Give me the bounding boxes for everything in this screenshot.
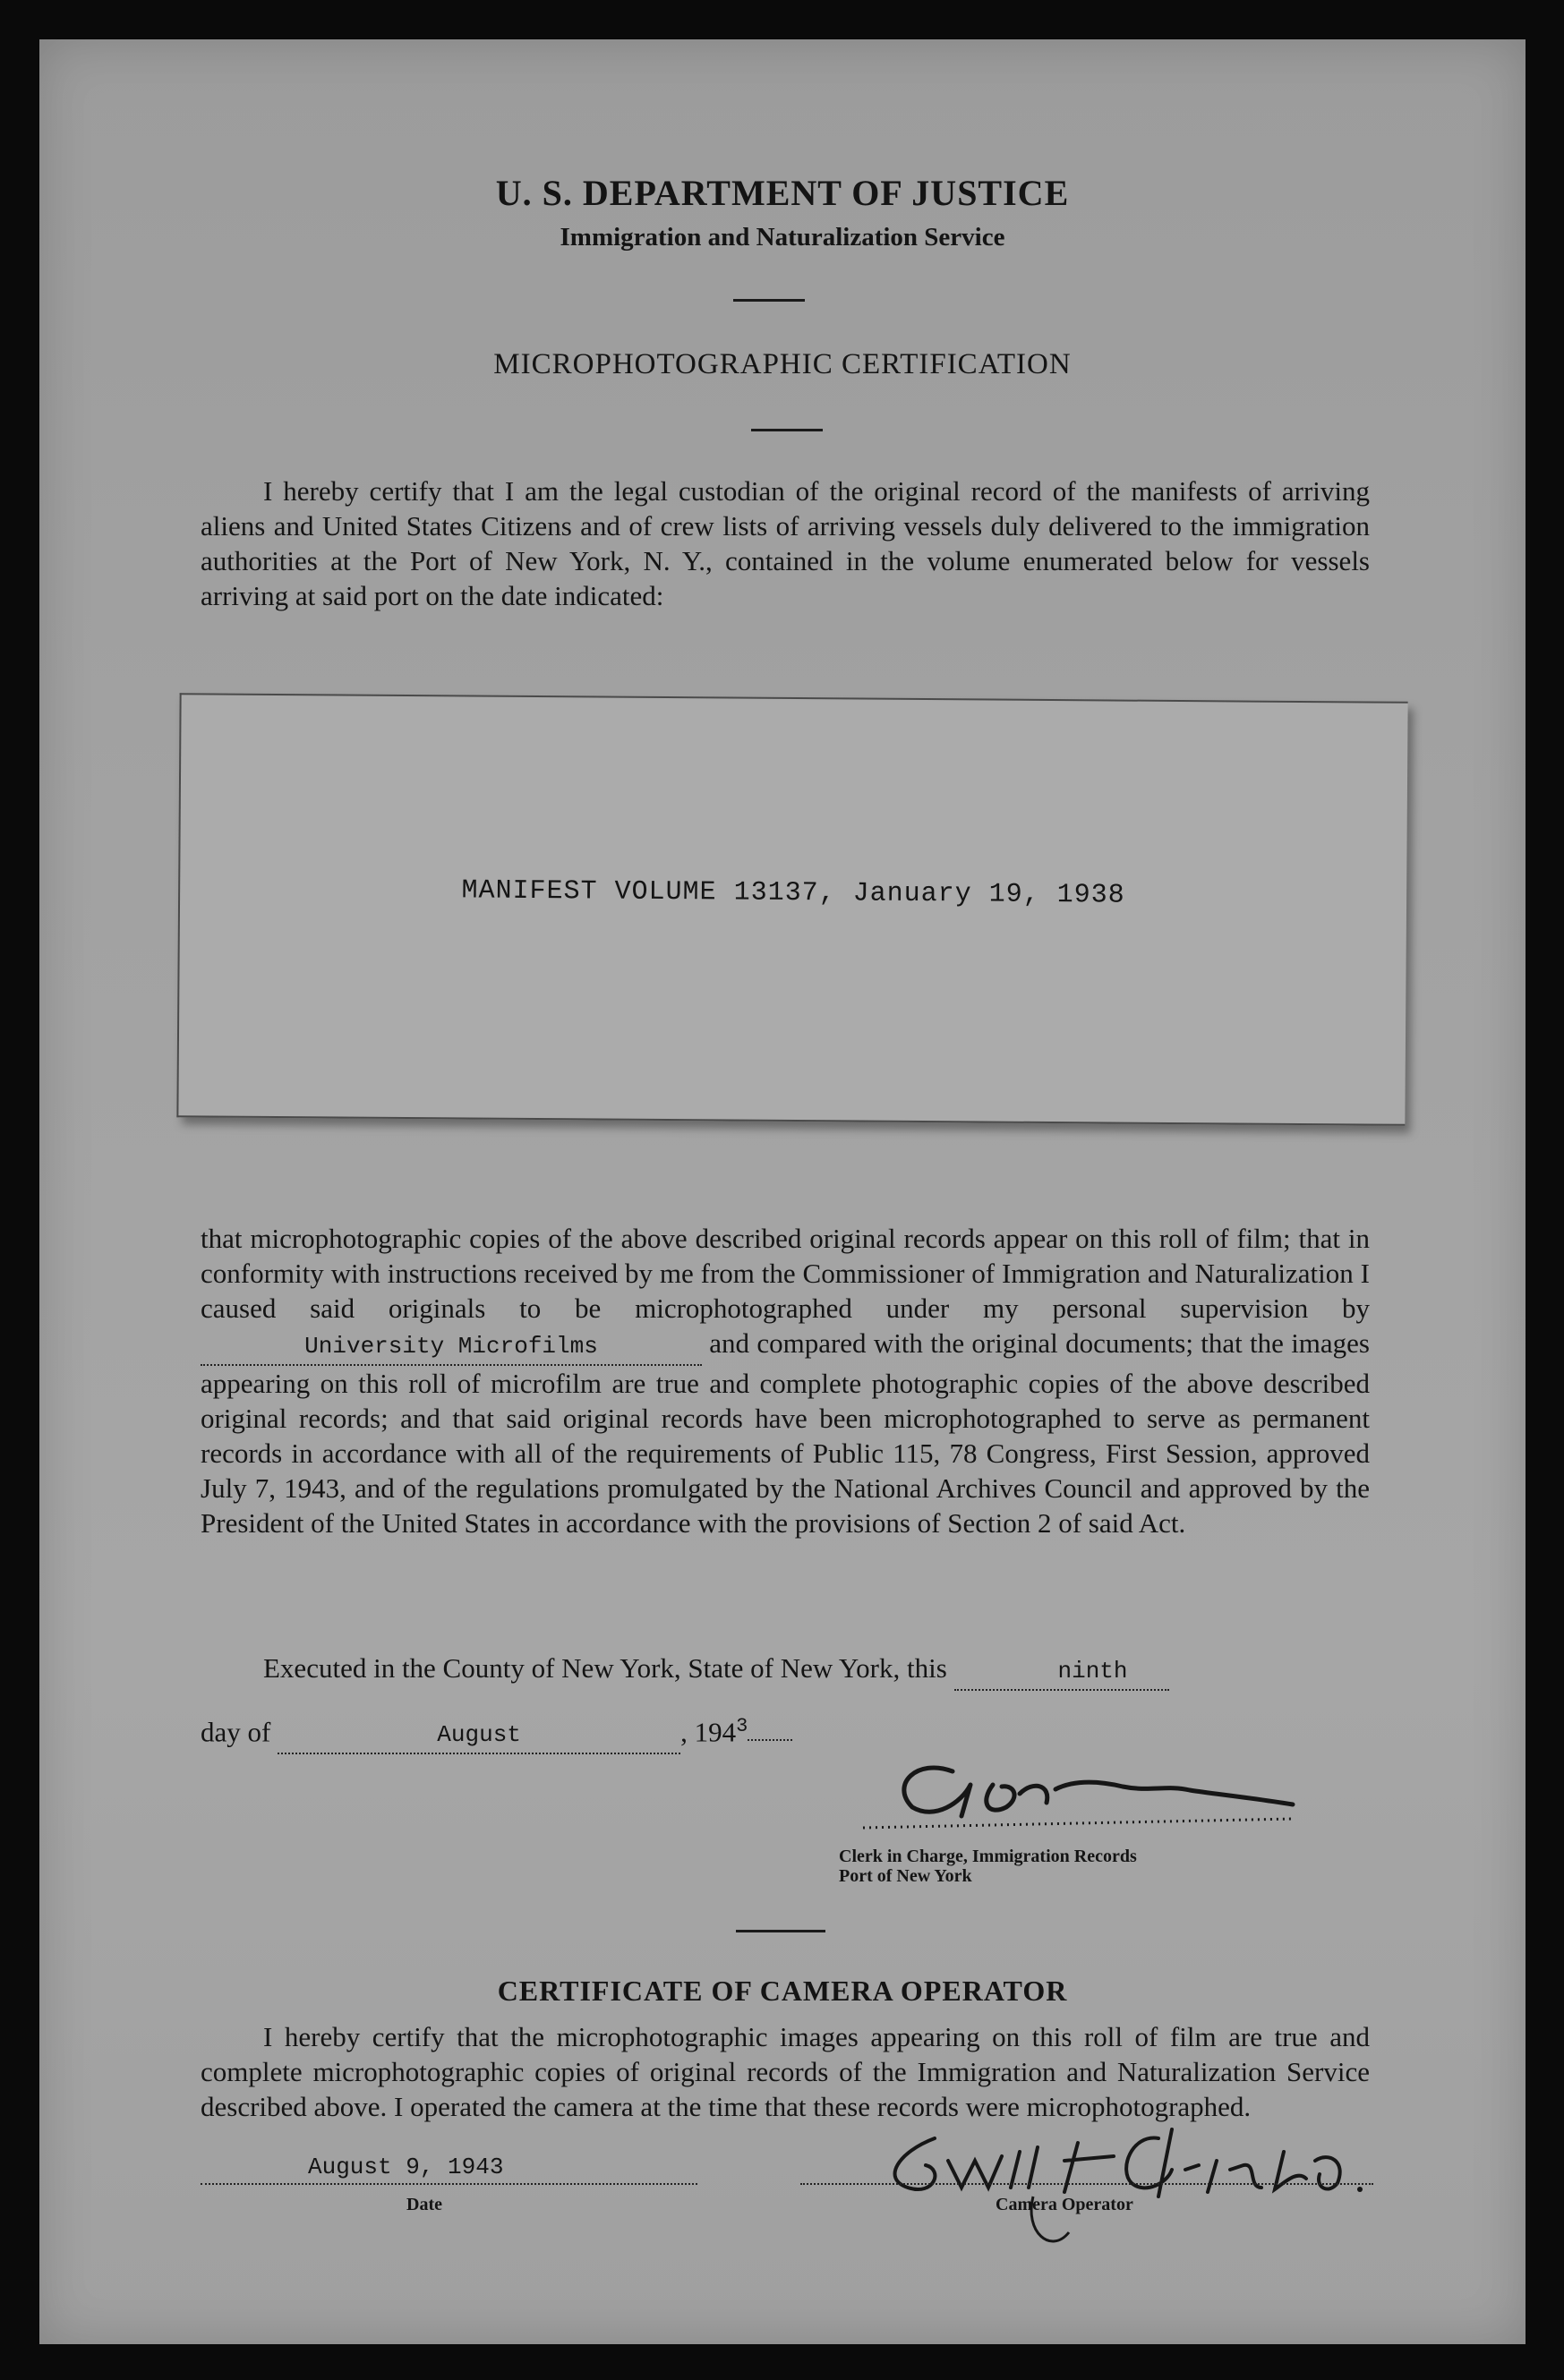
day-of-label: day of [201,1716,271,1748]
body-text [201,1221,1370,1540]
year-suffix: 3 [736,1715,748,1737]
service-subheading: Immigration and Naturalization Service [560,223,1005,252]
clerk-title-line2: Port of New York [839,1866,972,1886]
volume-label-card [176,693,1407,1126]
divider [733,299,805,302]
date-dotted-line [201,2183,697,2185]
divider [751,429,823,431]
execution-prefix: Executed in the County of New York, State of New York, this [263,1652,947,1684]
body-text-part2: and compared with the original documents; that the images appearing on this roll of microfilm are true and complete photographic copies of the above described original records; and that said original records have been microphotographed to serve as permanent records in accordance with all of the requirements of Public 115, 78 Congress, First Session, approved July 7, 1943, and of the regulations promulgated by the National Archives Council and approved by the President of the United States in accordance with the provisions of Section 2 of said Act. [201,1327,1370,1539]
execution-line [201,1651,1370,1691]
date-text: day of August , $194^3$ [201,1709,1370,1754]
body-paragraph [201,1221,1370,1540]
execution-text [201,1651,1370,1691]
camera-operator-label: Camera Operator [996,2195,1133,2214]
camera-date-value: August 9, 1943 [308,2154,504,2180]
date-label: Date [406,2195,442,2214]
year-prefix: 194 [694,1716,737,1748]
volume-label: MANIFEST VOLUME 13137, January 19, 1938 [461,875,1125,911]
camera-operator-section-title: CERTIFICATE OF CAMERA OPERATOR [497,1975,1068,2007]
intro-paragraph [201,473,1370,613]
divider [736,1930,825,1932]
clerk-title-line1: Clerk in Charge, Immigration Records [839,1847,1137,1866]
certificate-sheet [39,39,1526,2344]
camera-operator-text: I hereby certify that the microphotographic images appearing on this roll of film are true and complete microphotographic copies of original records of the Immigration and Naturalization Service described above. I operated the camera at the time that these records were microphotographed. [201,2021,1370,2122]
month-field: August [278,1718,680,1754]
operator-dotted-line [800,2183,1373,2185]
filmed-by-field: University Microfilms [201,1329,702,1366]
intro-text: I hereby certify that I am the legal custodian of the original record of the manifests of arriving aliens and United States Citizens and of crew lists of arriving vessels duly delivered to the immigration authorities at the Port of New York, N. Y., contained in the volume enumerated below for vessels arriving at said port on the date indicated: [201,475,1370,611]
year-dots [748,1739,792,1741]
camera-operator-signature [863,2098,1418,2259]
body-text-part1: that microphotographic copies of the above described original records appear on this roll of film; that in conformity with instructions received by me from the Commissioner of Immigration and Naturalization I caused said originals to be microphotographed under my personal supervision by [201,1223,1370,1324]
agency-heading: U. S. DEPARTMENT OF JUSTICE [495,173,1070,213]
clerk-signature [827,1731,1311,1838]
day-ordinal-field: ninth [954,1654,1169,1691]
certification-title: MICROPHOTOGRAPHIC CERTIFICATION [493,348,1072,380]
